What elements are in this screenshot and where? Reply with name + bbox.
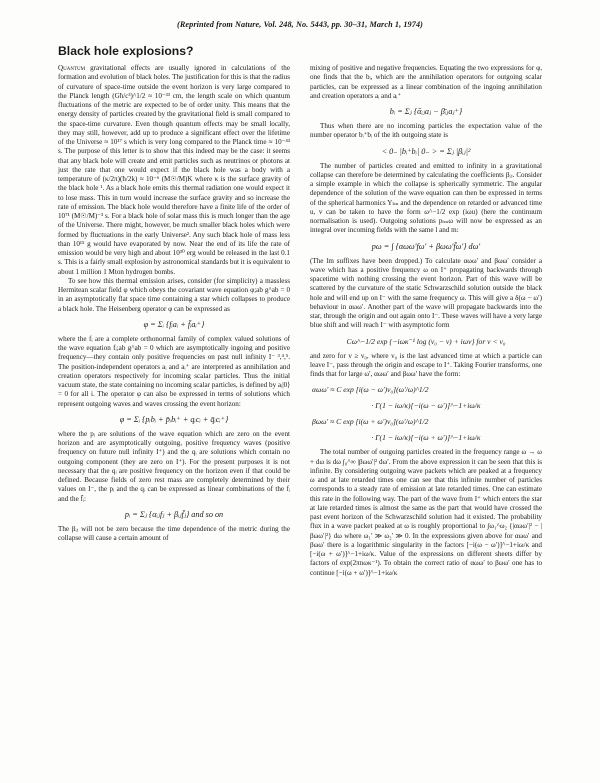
equation-beta-line-2: · Γ(1 − iω/κ)[−i(ω + ω′)]^−1+iω/κ (371, 433, 481, 443)
equation-outgoing-integral: pω = ∫ {αωω′fω′ + βωω′f̄ω′} dω′ (371, 241, 481, 251)
left-column (58, 64, 290, 578)
article-title: Black hole explosions? (58, 44, 194, 58)
body-columns (58, 64, 542, 578)
left-paragraph-5: The βᵢⱼ will not be zero because the time dependence of the metric during the collapse will cause a certain amount of (58, 524, 290, 542)
left-paragraph-1 (58, 64, 290, 277)
right-paragraph-1: mixing of positive and negative frequencies. Equating the two expressions for φ, one finds that the bᵢ, which are the annihilation operators for outgoing scalar particles, can be expressed as a linear combination of the ingoing annihilation and creation operators aᵢ and aᵢ⁺ (310, 64, 542, 100)
equation-outgoing-expansion: φ = Σᵢ {pᵢbᵢ + p̄ᵢbᵢ⁺ + qᵢcᵢ + q̄ᵢcᵢ⁺} (119, 414, 229, 424)
equation-alpha-line-1: αωω′ ≈ C exp [i(ω − ω′)v₀](ω′/ω)^1/2 (312, 385, 429, 395)
equation-asymptotic-form: Cω^−1/2 exp {−iωκ⁻¹ log (v₀ − v) + iωv} for v < v₀ (346, 336, 506, 346)
equation-beta-line-1: βωω′ ≈ C exp [i(ω + ω′)v₀](ω′/ω)^1/2 (312, 417, 429, 427)
left-paragraph-1-text: gravitational effects are usually ignored in calculations of the formation and evolution of black holes. The justification for this is that the radius of curvature of space-time outside the event horizon is very large compared to the Planck length (Għ/c³)^1/2 ≈ 10⁻³³ cm, the length scale on which quantum fluctuations of the metric are expected to be of order unity. This means that the energy density of particles created by the gravitational field is small compared to the space-time curvature. Even though quantum effects may be small locally, they may still, however, add up to produce a significant effect over the lifetime of the Universe ≈ 10¹⁷ s which is very long compared to the Planck time ≈ 10⁻⁴³ s. The purpose of this letter is to show that this indeed may be the case: it seems that any black hole will create and emit particles such as neutrinos or photons at just the rate that one would expect if the black hole was a body with a temperature of (κ/2π)(ħ/2k) ≈ 10⁻⁶ (M☉/M)K where κ is the surface gravity of the black hole ¹. As a black hole emits this thermal radiation one would expect it to lose mass. This in turn would increase the surface gravity and so increase the rate of emission. The black hole would therefore have a finite life of the order of 10⁷¹ (M☉/M)⁻³ s. For a black hole of solar mass this is much longer than the age of the Universe. There might, however, be much smaller black holes which were formed by fluctuations in the early Universe². Any such black hole of mass less than 10¹⁵ g would have evaporated by now. Near the end of its life the rate of emission would be very high and about 10³⁰ erg would be released in the last 0.1 s. This is a fairly small explosion by astronomical standards but it is equivalent to about 1 million 1 Mton hydrogen bombs. (58, 64, 290, 276)
equation-annihilation-operator: bᵢ = Σⱼ {ᾱᵢⱼaⱼ − β̄ᵢⱼaⱼ⁺} (389, 107, 463, 116)
equation-alpha-line-2: · Γ(1 − iω/κ)[−i(ω − ω′)]^−1+iω/κ (371, 401, 481, 411)
equation-number-expectation: < 0₋ |bᵢ⁺bᵢ| 0₋ > = Σⱼ |βᵢⱼ|² (381, 146, 471, 156)
right-paragraph-2: Thus when there are no incoming particles the expectation value of the number operator bᵢ⁺bᵢ of the ith outgoing state is (310, 122, 542, 140)
drop-word: Quantum (58, 64, 86, 72)
left-paragraph-2: To see how this thermal emission arises, consider (for simplicity) a massless Hermitean scalar field φ which obeys the covariant wave equation φ;ab g^ab = 0 in an asymptotically flat space time containing a star which collapses to produce a black hole. The Heisenberg operator φ can be expressed as (58, 276, 290, 313)
left-paragraph-4: where the pᵢ are solutions of the wave equation which are zero on the event horizon and are asymptotically outgoing, positive frequency waves (positive frequency on future null infinity I⁺) and the qᵢ are solutions which contain no outgoing component (they are zero on I⁺). For the present purposes it is not necessary that the qᵢ are positive frequency on the horizon even if that could be defined. Because fields of zero rest mass are completely determined by their values on I⁻, the pᵢ and the qᵢ can be expressed as linear combinations of the fᵢ and the f̄ᵢ: (58, 429, 290, 503)
right-column (310, 64, 542, 578)
right-paragraph-4: (The lm suffixes have been dropped.) To calculate αωω′ and βωω′ consider a wave which has a positive frequency ω on I⁺ propagating backwards through spacetime with nothing crossing the event horizon. Part of this wave will be scattered by the curvature of the static Schwarzschild solution outside the black hole and will end up on I⁻ with the same frequency ω. This will give a δ(ω − ω′) behaviour in αωω′. Another part of the wave will propagate backwards into the star, through the origin and out again onto I⁻. These waves will have a very large blue shift and will reach I⁻ with asymptotic form (310, 256, 542, 330)
right-paragraph-6: The total number of outgoing particles created in the frequency range ω → ω + dω is dω ∫₀^∞ |βωω′|² dω′. From the above expression it can be seen that this is infinite. By considering outgoing wave packets which are peaked at a frequency ω and at late retarded times one can see that this infinite number of particles corresponds to a steady rate of emission at late retarded times. One can estimate this rate in the following way. The part of the wave from I⁺ which enters the star at late retarded times is almost the same as the part that would have crossed the past event horizon of the Schwarzschild solution had it existed. The probability flux in a wave packet peaked at ω is roughly proportional to ∫ω₁^ω₂ {|αωω′|² − |βωω′|²} dω where ω₁′ ≫ ω₂′ ≫ 0. In the expressions given above for αωω′ and βωω′ there is a logarithmic singularity in the factors [−i(ω − ω′)]^−1+iω/κ and [−i(ω + ω′)]^−1+iω/κ. Value of the expressions on different sheets differ by factors of exp(2πnωκ⁻¹). To obtain the correct ratio of αωω′ to βωω′ one has to continue [−i(ω + ω′)]^−1+iω/κ (310, 448, 542, 577)
equation-field-expansion: φ = Σᵢ {fᵢaᵢ + f̄ᵢaᵢ⁺} (143, 319, 205, 329)
equation-bogoliubov: pᵢ = Σⱼ {αᵢⱼfⱼ + βᵢⱼf̄ⱼ} and so on (124, 509, 224, 519)
reprint-note: (Reprinted from Nature, Vol. 248, No. 5443, pp. 30–31, March 1, 1974) (177, 20, 423, 29)
right-paragraph-5: and zero for v ≥ v₀, where v₀ is the last advanced time at which a particle can leave I⁻, pass through the origin and escape to I⁺. Taking Fourier transforms, one finds that for large ω′, αωω′ and βωω′ have the form: (310, 351, 542, 378)
right-paragraph-3: The number of particles created and emitted to infinity in a gravitational collapse can therefore be determined by calculating the coefficients βᵢⱼ. Consider a simple example in which the collapse is spherically symmetric. The angular dependence of the solution of the wave equation can then be expressed in terms of the spherical harmonics Yₗₘ and the dependence on retarded or advanced time u, v can be taken to have the form ω^−1/2 exp (iωu) (here the continuum normalisation is used). Outgoing solutions pₗₘω will now be expressed as an integral over incoming fields with the same l and m: (310, 161, 542, 235)
left-paragraph-3: where the fᵢ are a complete orthonormal family of complex valued solutions of the wave equation fᵢ;ab g^ab = 0 which are asymptotically ingoing and positive frequency—they contain only positive frequencies on past null infinity I⁻ ³,⁴,⁵. The position-independent operators aᵢ and aᵢ⁺ are interpreted as annihilation and creation operators respectively for incoming scalar particles. Thus the initial vacuum state, the state containing no incoming scalar particles, is defined by aᵢ|0⟩ = 0 for all i. The operator φ can also be expressed in terms of solutions which represent outgoing waves and waves crossing the event horizon: (58, 334, 290, 408)
